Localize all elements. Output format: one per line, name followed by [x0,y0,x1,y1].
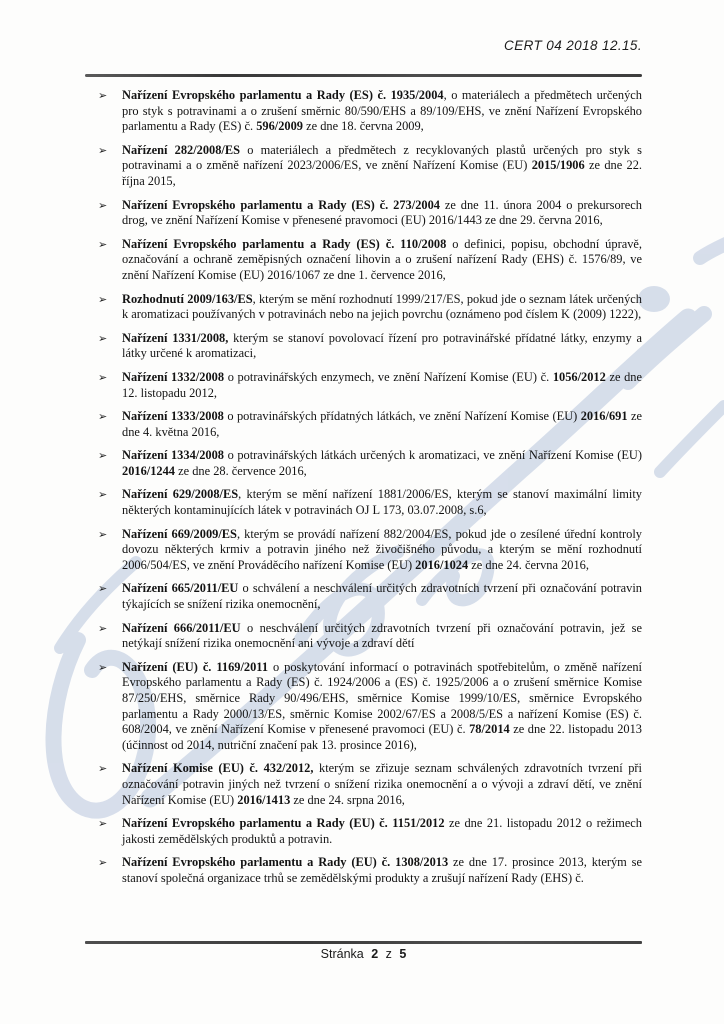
regulation-text: ze dne 24. června 2016, [468,557,589,572]
header-rule [85,74,642,77]
bullet-arrow-icon: ➢ [98,450,108,463]
document-code: CERT 04 2018 12.15. [504,38,642,53]
footer-total-pages: 5 [399,947,407,961]
bullet-arrow-icon: ➢ [98,238,108,251]
regulation-text: , o materiálech a předmětech určených pro styk s potravinami a o zrušení směrnic 80/590/EHS a 89/109/EHS, ve znění Nařízení Evropského parlamentu a Rady (ES) č. [122,88,642,134]
regulation-text: , kterým se provádí nařízení 882/2004/ES, pokud jde o zesílené úřední kontroly dovozu některých krmiv a potravin jiného než živočišného původu, a kterým se mění rozhodnutí 2006/504/ES, ve znění Prováděcího nařízení Komise (EU) [122,526,642,572]
regulation-title: Nařízení 669/2009/ES [122,526,237,541]
regulation-item [85,660,642,754]
bullet-arrow-icon: ➢ [98,528,108,541]
regulation-title: 78/2014 [469,722,510,737]
regulation-text: ze dne 21. listopadu 2012 o režimech jakosti zemědělských produktů a potravin. [122,816,643,846]
regulation-title: 2016/1024 [415,557,469,572]
regulation-title: Nařízení Komise (EU) č. 432/2012, [122,761,314,776]
bullet-arrow-icon: ➢ [98,622,108,635]
regulation-text: ze dne 17. prosince 2013, kterým se stanoví společná organizace trhů se zemědělskými produkty a zrušují nařízení Rady (EHS) č. [122,855,642,885]
regulation-title: Nařízení Evropského parlamentu a Rady (ES) č. 1935/2004 [122,88,444,102]
regulation-title: Nařízení 666/2011/EU [122,620,241,635]
regulation-title: 2016/691 [580,409,628,424]
regulation-title: Nařízení Evropského parlamentu a Rady (ES) č. 273/2004 [122,197,440,212]
footer-page-number: 2 [371,947,379,961]
regulation-title: Nařízení 282/2008/ES [122,142,241,157]
regulation-title: Nařízení 629/2008/ES [122,487,239,502]
regulation-item [85,409,642,440]
regulation-text: o poskytování informací o potravinách spotřebitelům, o změně nařízení Evropského parlamentu a Rady (ES) č. 1924/2006 a (ES) č. 1925/2006 a o zrušení směrnice Komise 87/250/EHS, směrnice Rady 90/496/EHS, směrnice Komise 1999/10/ES, směrnice Evropského parlamentu a Rady 2000/13/ES, směrnic Komise 2002/67/ES a 2008/5/ES a nařízení Komise (ES) č. 608/2004, ve znění Nařízení Komise v přenesené pravomoci (EU) č. [122,659,642,737]
regulation-text: ze dne 28. července 2016, [175,463,307,478]
regulation-item [85,331,642,362]
regulation-item [85,581,642,612]
regulation-text: kterým se stanoví povolovací řízení pro potravinářské přídatné látky, enzymy a látky určené k aromatizaci, [122,330,642,361]
regulation-item [85,621,642,652]
bullet-arrow-icon: ➢ [98,293,108,306]
regulation-text: ze dne 18. června 2009, [303,119,424,134]
regulation-title: Nařízení 665/2011/EU [122,581,239,596]
regulation-title: Rozhodnutí 2009/163/ES [122,291,253,306]
regulation-title: Nařízení (EU) č. 1169/2011 [122,659,269,674]
bullet-arrow-icon: ➢ [98,661,108,674]
regulation-text: ze dne 22. října 2015, [122,158,643,188]
regulation-text: o definici, popisu, obchodní úpravě, označování a ochraně zeměpisných označení lihovin a o zrušení nařízení Rady (EHS) č. 1576/89, ve znění Nařízení Komise (EU) 2016/1067 ze dne 1. července 2016, [122,236,642,282]
regulation-title: 596/2009 [256,119,303,134]
regulation-item [85,855,642,886]
bullet-arrow-icon: ➢ [98,411,108,424]
page-footer [85,947,642,961]
regulation-text: , kterým se mění nařízení 1881/2006/ES, kterým se stanoví maximální limity některých kontaminujících látek v potravinách OJ L 173, 03.07.2008, s.6, [122,487,642,518]
regulation-item [85,448,642,479]
regulation-text: o neschválení určitých zdravotních tvrzení při označování potravin, jež se netýkají snížení rizika onemocnění ani vývoje a zdraví dětí [122,620,642,651]
regulation-title: Nařízení 1331/2008, [122,330,229,345]
regulation-text: o potravinářských enzymech, ve znění Nařízení Komise (EU) č. [224,369,553,384]
regulation-text: ze dne 22. listopadu 2013 (účinnost od 2014, nutriční značení pak 13. prosince 2016), [122,722,642,752]
regulation-text: ze dne 4. května 2016, [122,409,642,439]
regulation-title: 2016/1244 [122,463,176,478]
bullet-arrow-icon: ➢ [98,90,108,102]
footer-of-word: z [385,947,392,961]
regulation-title: Nařízení 1333/2008 [122,409,224,424]
regulation-item [85,198,642,229]
bullet-arrow-icon: ➢ [98,583,108,596]
regulation-item [85,292,642,323]
regulation-text: kterým se zřizuje seznam schválených zdravotních tvrzení při označování potravin jiných než tvrzení o snížení rizika onemocnění a o vývoji a zdraví dětí, ve znění Nařízení Komise (EU) [122,761,642,807]
regulation-text: o potravinářských přídatných látkách, ve znění Nařízení Komise (EU) [223,409,581,424]
regulation-title: Nařízení 1334/2008 [122,448,224,463]
footer-page-label: Stránka [320,947,364,961]
regulation-item [85,527,642,574]
bullet-arrow-icon: ➢ [98,332,108,345]
regulation-item [85,370,642,401]
regulation-item [85,487,642,518]
bullet-arrow-icon: ➢ [98,144,108,157]
regulation-text: o materiálech a předmětech z recyklovaných plastů určených pro styk s potravinami a o změně nařízení 2023/2006/ES, ve znění Nařízení Komise (EU) [122,142,642,173]
regulation-item [85,143,642,190]
regulation-list [85,88,642,895]
regulation-item [85,761,642,808]
bullet-arrow-icon: ➢ [98,371,108,384]
bullet-arrow-icon: ➢ [98,489,108,502]
regulation-text: ze dne 24. srpna 2016, [290,792,405,807]
bullet-arrow-icon: ➢ [98,199,108,212]
regulation-title: Nařízení Evropského parlamentu a Rady (EU) č. 1308/2013 [122,855,449,870]
regulation-title: Nařízení Evropského parlamentu a Rady (ES) č. 110/2008 [122,236,447,251]
bullet-arrow-icon: ➢ [98,763,108,776]
regulation-item [85,816,642,847]
regulation-text: ze dne 11. února 2004 o prekursorech drog, ve znění Nařízení Komise v přenesené pravomoci (EU) 2016/1443 ze dne 29. června 2016, [122,197,643,228]
regulation-item [85,237,642,284]
regulation-title: Nařízení 1332/2008 [122,369,225,384]
regulation-text: ze dne 12. listopadu 2012, [122,369,642,400]
regulation-item [85,88,642,135]
bullet-arrow-icon: ➢ [98,818,108,831]
regulation-title: Nařízení Evropského parlamentu a Rady (EU) č. 1151/2012 [122,816,445,831]
bullet-arrow-icon: ➢ [98,857,108,870]
regulation-text: o schválení a neschválení určitých zdravotních tvrzení při označování potravin týkajících se snížení rizika onemocnění, [122,581,642,612]
regulation-text: , kterým se mění rozhodnutí 1999/217/ES, pokud jde o seznam látek určených k aromatizaci používaných v potravinách nebo na jejich povrchu (oznámeno pod číslem K (2009) 1222), [122,291,642,322]
regulation-title: 2016/1413 [237,792,291,807]
regulation-text: o potravinářských látkách určených k aromatizaci, ve znění Nařízení Komise (EU) [224,448,642,463]
regulation-title: 1056/2012 [552,369,606,384]
regulation-title: 2015/1906 [531,158,585,173]
footer-rule [85,941,642,944]
